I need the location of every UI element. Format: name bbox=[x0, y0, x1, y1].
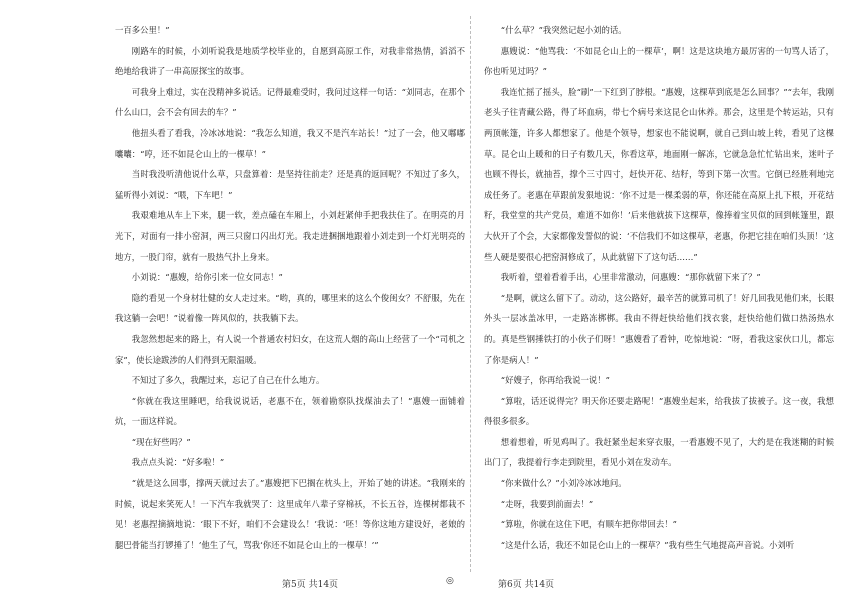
paragraph: 想着想着，听见鸡叫了。我赶紧坐起来穿衣服，一看惠嫂不见了，大约是在我迷糊的时候出门了，我提着行李走到院里，看见小刘在发动车。 bbox=[484, 436, 834, 468]
left-column bbox=[115, 20, 465, 555]
paragraph: “你就在我这里睡吧，给我说说话，老惠不在，领着勘察队找煤油去了！”惠嫂一面铺着炕，一面这样说。 bbox=[115, 395, 465, 427]
paragraph: 我艰难地从车上下来，腿一软，差点磕在车厢上，小刘赶紧伸手把我扶住了。在明亮的月光下，对面有一排小窑洞，两三只窗口闪出灯光。我走进捆捆地跟着小刘走到一个灯光明亮的地方，一股门帘，就有一股热气扑上身来。 bbox=[115, 210, 465, 262]
paragraph: 当时我没听清他说什么草，只盘算着：是坚持往前走？还是真的返回呢？不知过了多久，猛听得小刘说：“喂，下车吧！” bbox=[115, 169, 465, 200]
paragraph: “算啦，话还说得完？明天你还要走路呢！”惠嫂坐起来，给我拔了拔被子。这一夜，我想得很多很多。 bbox=[484, 395, 834, 427]
paragraph: 我忽然想起来的路上，有人说一个普通农村妇女，在这荒人烟的高山上经营了一个“司机之家”，使长途跋涉的人们得到无限温暖。 bbox=[115, 333, 465, 365]
paragraph: 小刘说：“惠嫂，给你引来一位女同志！” bbox=[131, 272, 283, 283]
paragraph: 不知过了多久，我醒过来，忘记了自己在什么地方。 bbox=[131, 375, 325, 386]
page-number-right: 第6页 共14页 bbox=[498, 580, 555, 590]
paragraph: “就是这么回事，撑两天就过去了。”惠嫂把下巴搁在枕头上，开始了她的讲述。“我刚来的时候，说起来笑死人！一下汽车我就哭了：这里成年八辈子穿棉袄，不长五谷，连棵树都栽不见！老惠捏摘摘地说：‘眼下不好，咱们不会建设么！’我说：‘呸！等你这地方建设好，老娘的腿巴骨能当打锣捶了！’他生了气，骂我‘你还不如昆仑山上的一棵草！’” bbox=[115, 478, 465, 550]
binding-mark: ◎ bbox=[446, 576, 454, 586]
paragraph: “现在好些吗？” bbox=[131, 436, 191, 447]
paragraph: 可我身上难过，实在没精神多说话。记得最难受时，我问过这样一句话：“刘同志，在那个什么山口，会不会有回去的车？” bbox=[115, 86, 465, 118]
paragraph: 我点点头说：“好多啦！” bbox=[131, 457, 225, 468]
page-number-left: 第5页 共14页 bbox=[282, 580, 339, 590]
right-column bbox=[484, 20, 834, 555]
paragraph: “这是什么话，我还不如昆仑山上的一棵草？”我有些生气地提高声音说。小刘听 bbox=[500, 539, 795, 550]
paragraph: “是啊，就这么留下了。动动，这公路好，最辛苦的就算司机了！好几回我见他们来，长眼外头一层冰盖冰甲，一走路冻梆梆。我由不得赶快给他们找衣裳，赶快给他们做口热汤热水的。真是些钢捶铁打的小伙子们呀！”惠嫂看了看钟，吃惊地说：“呀，看我这家伙口儿，都忘了你是病人！” bbox=[484, 292, 834, 365]
paragraph: 一百多公里！” bbox=[115, 25, 170, 35]
paragraph: “算啦，你就在这住下吧，有顺车把你带回去！” bbox=[500, 519, 677, 530]
paragraph: 隐约看见一个身材壮健的女人走过来。“哟，真的，哪里来的这么个俊闺女？不舒服，先在我这躺一会吧！”说着像一阵风似的，扶我躺下去。 bbox=[115, 292, 465, 324]
paragraph: “好嫂子，你再给我说一说！” bbox=[500, 375, 610, 386]
paragraph: 他扭头看了看我，冷冰冰地说：“我怎么知道，我又不是汽车站长！”过了一会，他又嘟嘟囔囔：“哼，还不如昆仑山上的一棵草！” bbox=[115, 127, 465, 159]
paragraph: 我听着，望着看着手出，心里非常激动，问惠嫂：“那你就留下来了？” bbox=[500, 272, 761, 283]
paragraph: “什么草？”我突然记起小刘的话。 bbox=[500, 25, 627, 35]
paragraph: 我连忙摇了摇头，脸“刷”一下红到了脖根。“惠嫂，这棵草到底是怎么回事？”“去年，我刚老头子往青藏公路，得了坏血病，带七个病号来这昆仑山休养。那会，这里是个转运站，只有两顶帐篷，许多人都想家了。他是个领导，想家也不能说啊，就自己到山坡上转，看见了这棵草。昆仑山上暖和的日子有数几天，你看这草，地面刚一解冻，它就急急忙忙钻出来，迷叶子也顾不得长，就抽苔，撑个三寸四寸，赶快开花、结籽，等到下第一次雪。它倒已经胜利地完成任务了。老惠在草跟前发狠地说：‘你不过是一棵柔弱的草，你还能在高原上扎下根，开花结籽，我堂堂的共产党员，难道不如你！’后来他就拔下这棵草，像捧着宝贝似的回到帐篷里，跟大伙开了个会，大家都像发誓似的说：‘不信我们不如这棵草，老惠，你把它挂在咱们头顶！’这些人硬是要很心把窑洞修成了，从此就留下了这句话……” bbox=[484, 86, 834, 262]
paragraph: “走呀，我要到前面去！” bbox=[500, 498, 594, 509]
paragraph: 惠嫂说：“他骂我：‘不如昆仑山上的一棵草’，啊！这是这块地方最厉害的一句骂人话了，你也听见过吗？” bbox=[484, 45, 834, 77]
column-divider bbox=[470, 16, 471, 572]
paragraph: 刚路车的时候，小刘听说我是地质学校毕业的，自愿到高原工作，对我非常热情，滔滔不绝地给我讲了一串高原探宝的故事。 bbox=[115, 45, 465, 77]
paragraph: “你来做什么？”小刘冷冰冰地问。 bbox=[500, 478, 627, 489]
